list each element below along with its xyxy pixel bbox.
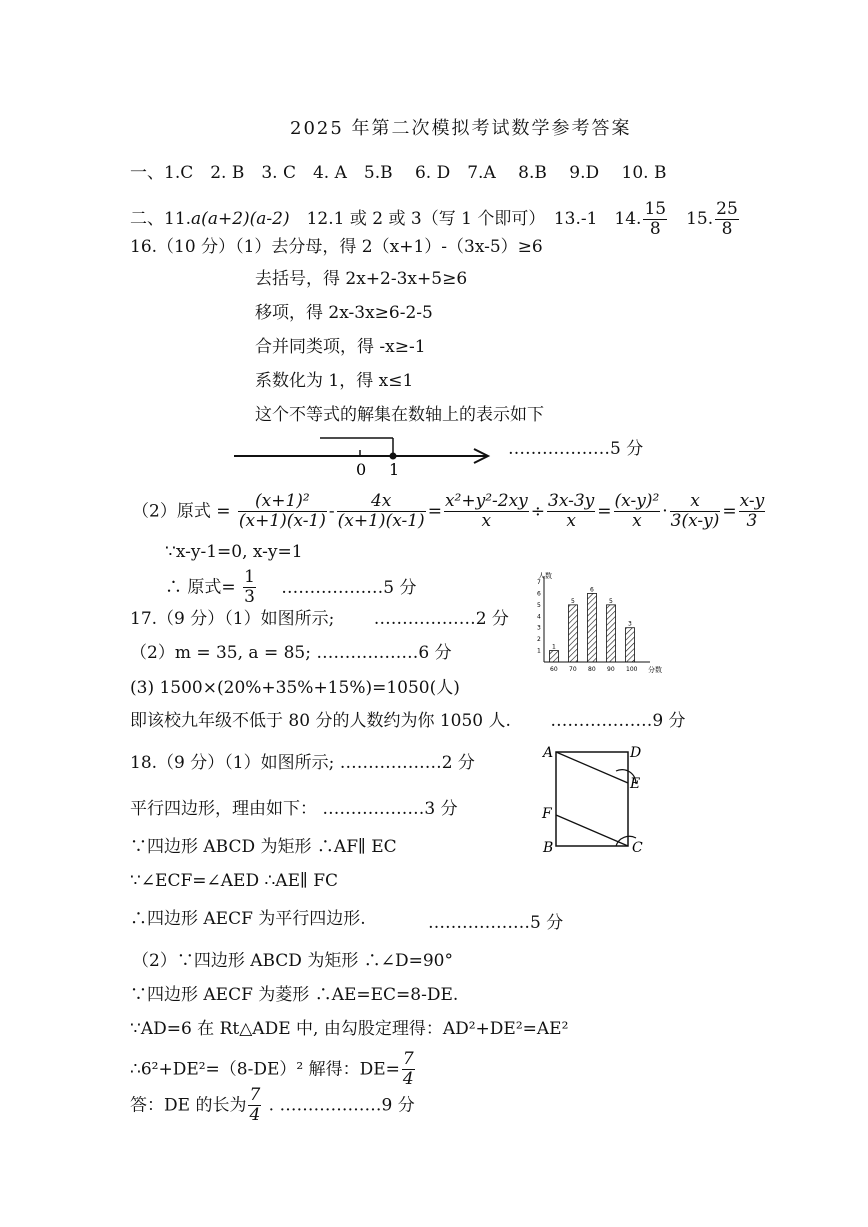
y-tick-label: 7 xyxy=(537,579,541,586)
point-d: D xyxy=(630,745,642,761)
bar xyxy=(588,593,597,662)
chart-ylabel: 人数 xyxy=(538,572,552,580)
rectangle-figure xyxy=(538,740,650,856)
section-2-answers xyxy=(130,200,741,239)
bar xyxy=(607,605,616,662)
q16-score-a: ………………5 分 xyxy=(508,439,644,459)
bar xyxy=(569,605,578,662)
bar-chart xyxy=(522,568,667,676)
q15-fraction: $\frac{25}{8}$ xyxy=(716,199,738,239)
q16-step-2: 移项，得 2x-3x≥6-2-5 xyxy=(255,303,433,323)
point-b: B xyxy=(543,840,554,856)
q18-line-1: 18.（9 分）（1）如图所示; ………………2 分 xyxy=(130,753,475,773)
q16-step-4: 系数化为 1，得 x≤1 xyxy=(255,371,414,391)
axis-label-1: 1 xyxy=(389,460,400,479)
answer-fraction: $\frac{7}{4}$ xyxy=(249,1085,261,1125)
q16-result: ∴ 原式= $\frac{1}{3}$ ………………5 分 xyxy=(165,567,417,607)
chart-xlabel: 分数 xyxy=(648,666,662,674)
q18-line-5: ∴四边形 AECF 为平行四边形. xyxy=(130,909,366,929)
q17-line-2: （2）m = 35, a = 85; ………………6 分 xyxy=(130,643,452,663)
q14-fraction: $\frac{15}{8}$ xyxy=(644,199,667,239)
q17-line-1: 17.（9 分）（1）如图所示; ………………2 分 xyxy=(130,609,509,629)
y-tick-label: 3 xyxy=(537,624,541,632)
x-tick-label: 70 xyxy=(569,666,577,673)
y-tick-label: 6 xyxy=(537,590,541,598)
expr-fraction-4: $\frac{3x-3y}{x}$ xyxy=(548,491,595,531)
point-a: A xyxy=(543,745,554,761)
bar xyxy=(550,651,559,662)
bar-value-label: 5 xyxy=(571,597,575,605)
bar-value-label: 5 xyxy=(609,597,613,605)
bar-value-label: 1 xyxy=(552,643,556,651)
q18-line-2: 平行四边形，理由如下： ………………3 分 xyxy=(130,799,458,819)
x-tick-label: 90 xyxy=(607,666,615,673)
q18-line-4: ∵∠ECF=∠AED ∴AE∥ FC xyxy=(130,871,339,891)
section-1-answers: 一、1.C 2. B 3. C 4. A 5.B 6. D 7.A 8.B 9.D 10. B xyxy=(130,163,667,183)
q18-answer: 答：DE 的长为 $\frac{7}{4}$ . ………………9 分 xyxy=(130,1085,415,1125)
q15-label: 15. xyxy=(669,209,714,229)
point-e: E xyxy=(630,776,641,792)
result-fraction: $\frac{1}{3}$ xyxy=(244,567,255,607)
q17-line-3: (3) 1500×(20%+35%+15%)=1050(人) xyxy=(130,678,460,698)
q11-label: 二、11. xyxy=(130,209,192,229)
expr-fraction-7: $\frac{x-y}{3}$ xyxy=(739,491,765,531)
q18-line-6: （2）∵四边形 ABCD 为矩形 ∴∠D=90° xyxy=(132,951,453,971)
q17-line-4: 即该校九年级不低于 80 分的人数约为你 1050 人. ………………9 分 xyxy=(130,711,686,731)
q12-13-answers: 12.1 或 2 或 3（写 1 个即可） 13.-1 14. xyxy=(289,209,642,229)
q18-score-5: ………………5 分 xyxy=(428,913,564,933)
expr-fraction-5: $\frac{\text{(x-y)²}}{x}$ xyxy=(614,491,660,531)
x-tick-label: 80 xyxy=(588,666,596,673)
y-tick-label: 2 xyxy=(537,636,541,644)
page-title: 2025 年第二次模拟考试数学参考答案 xyxy=(290,118,632,139)
q16-step-1: 去括号，得 2x+2-3x+5≥6 xyxy=(255,269,468,289)
y-tick-label: 4 xyxy=(537,613,541,621)
q16-step-3: 合并同类项，得 -x≥-1 xyxy=(255,337,426,357)
point-f: F xyxy=(542,806,552,822)
bar-value-label: 3 xyxy=(628,620,632,628)
q18-line-9: ∴6²+DE²=（8-DE）² 解得：DE= $\frac{7}{4}$ xyxy=(130,1049,414,1089)
q16-part2-expression: （2）原式 = $\frac{\text{(x+1)²}}{(x+1)(x-1)}$ - $\frac{4x}{(x+1)(x-1)}$ = $\frac{\text{x²+y²-2xy}}{x}$ ÷ $\frac{3x-3y}{x}$ = $\frac{\text{(x-y)²}}{x}$ · $\frac{x}{3(x-y)}$ = $\frac{x-y}{3}$ xyxy=(132,491,765,531)
q18-line-8: ∵AD=6 在 Rt△ADE 中, 由勾股定理得：AD²+DE²=AE² xyxy=(130,1019,569,1039)
point-c: C xyxy=(632,840,643,856)
q16-step-5: 这个不等式的解集在数轴上的表示如下 xyxy=(255,405,544,425)
bar-value-label: 6 xyxy=(590,586,594,594)
q18-line-3: ∵四边形 ABCD 为矩形 ∴AF∥ EC xyxy=(130,837,397,857)
q11-answer: a(a+2)(a-2) xyxy=(191,209,290,229)
x-tick-label: 60 xyxy=(550,666,558,673)
axis-label-0: 0 xyxy=(356,460,367,479)
number-line xyxy=(228,428,498,480)
expr-fraction-3: $\frac{\text{x²+y²-2xy}}{x}$ xyxy=(444,491,528,531)
y-tick-label: 1 xyxy=(537,647,541,655)
de-fraction: $\frac{7}{4}$ xyxy=(402,1049,414,1089)
expr-fraction-1: $\frac{\text{(x+1)²}}{(x+1)(x-1)}$ xyxy=(238,491,326,531)
q16-condition: ∵x-y-1=0, x-y=1 xyxy=(165,542,303,562)
bar xyxy=(626,628,635,662)
expr-fraction-2: $\frac{4x}{(x+1)(x-1)}$ xyxy=(337,491,425,531)
q16-heading: 16.（10 分）（1）去分母，得 2（x+1）-（3x-5）≥6 xyxy=(130,237,543,257)
expr-fraction-6: $\frac{x}{3(x-y)}$ xyxy=(670,491,720,531)
y-tick-label: 5 xyxy=(537,601,541,609)
x-tick-label: 100 xyxy=(626,666,638,673)
q18-line-7: ∵四边形 AECF 为菱形 ∴AE=EC=8-DE. xyxy=(130,985,459,1005)
